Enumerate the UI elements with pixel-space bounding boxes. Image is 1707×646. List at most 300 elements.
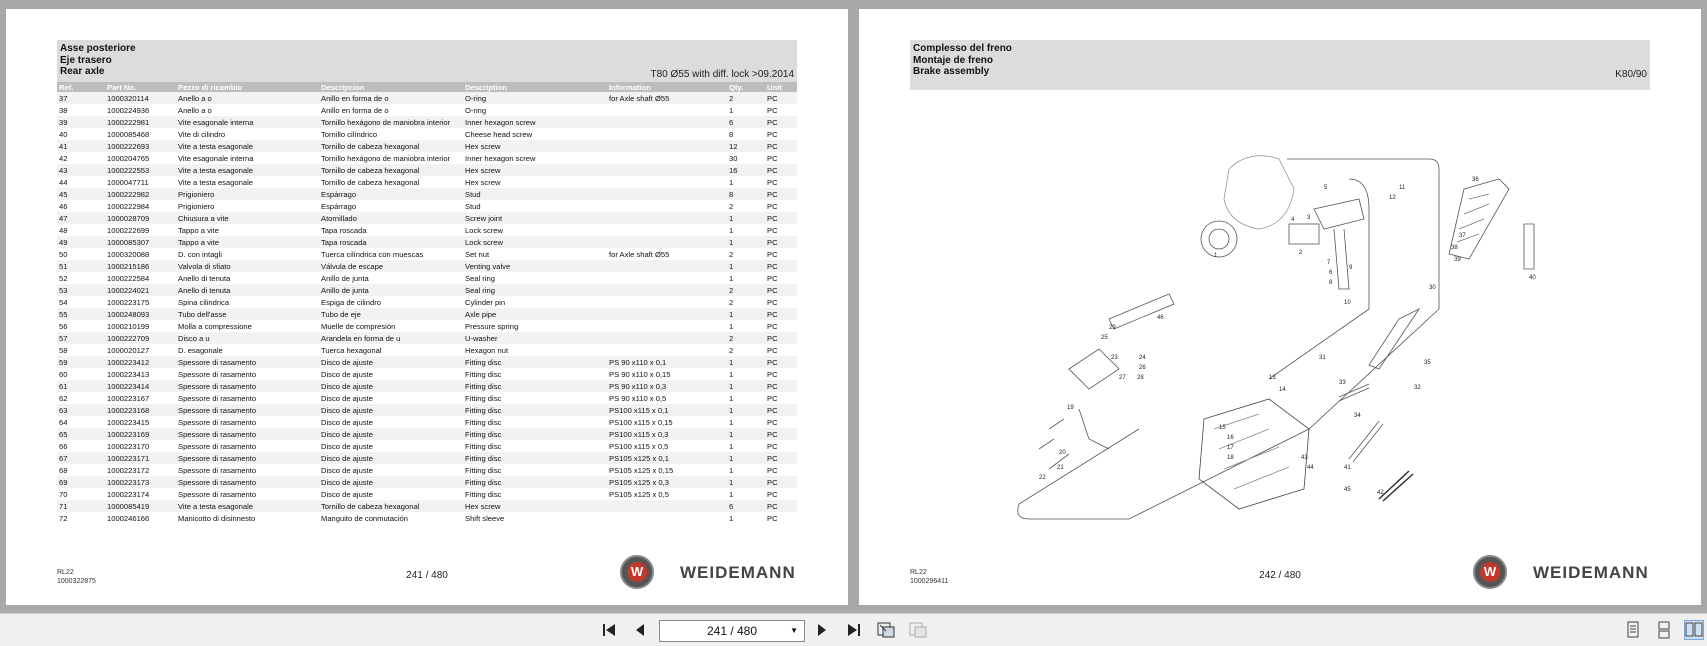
table-cell: 1000222584 (105, 272, 176, 284)
table-cell: PS 90 x110 x 0,15 (607, 368, 727, 380)
table-row (57, 476, 797, 488)
table-cell: PS 90 x110 x 0,5 (607, 392, 727, 404)
table-cell: 1000085307 (105, 236, 176, 248)
header-model-code: T80 Ø55 with diff. lock >09.2014 (650, 69, 794, 80)
table-row (57, 224, 797, 236)
table-cell: Screw joint (463, 212, 607, 224)
next-page-button[interactable] (812, 620, 832, 640)
table-cell: Fitting disc (463, 368, 607, 380)
column-header: Unit (765, 82, 797, 92)
table-cell: PC (765, 512, 797, 524)
history-back-icon (876, 621, 896, 639)
table-cell: Hex screw (463, 500, 607, 512)
table-cell: Vite a testa esagonale (176, 500, 319, 512)
table-cell: 1 (727, 260, 765, 272)
table-cell: 1 (727, 428, 765, 440)
table-cell: for Axle shaft Ø55 (607, 92, 727, 104)
table-cell: Axle pipe (463, 308, 607, 320)
header-title-it: Complesso del freno (913, 43, 1012, 54)
table-cell (607, 200, 727, 212)
table-row (57, 440, 797, 452)
table-body (57, 92, 797, 524)
table-cell: PS105 x125 x 0,1 (607, 452, 727, 464)
table-cell: PC (765, 356, 797, 368)
table-row (57, 140, 797, 152)
table-cell: PC (765, 488, 797, 500)
table-cell: Hex screw (463, 176, 607, 188)
table-cell: 71 (57, 500, 105, 512)
table-row (57, 356, 797, 368)
table-cell: 1000223173 (105, 476, 176, 488)
table-cell: 1000248093 (105, 308, 176, 320)
table-cell: Tornillo de cabeza hexagonal (319, 500, 463, 512)
table-cell: Espárrago (319, 200, 463, 212)
table-cell: Stud (463, 188, 607, 200)
table-cell (607, 500, 727, 512)
table-row (57, 128, 797, 140)
diagram-callout: 4 (1291, 217, 1295, 223)
table-cell: Tornillo cilíndrico (319, 128, 463, 140)
table-cell: PC (765, 380, 797, 392)
column-header: Description (463, 82, 607, 92)
table-cell: 55 (57, 308, 105, 320)
table-cell: 8 (727, 188, 765, 200)
table-cell: 61 (57, 380, 105, 392)
table-cell: 1 (727, 356, 765, 368)
table-row (57, 248, 797, 260)
table-cell: 1 (727, 464, 765, 476)
table-cell: Disco de ajuste (319, 452, 463, 464)
table-row (57, 392, 797, 404)
diagram-callout: 39 (1454, 257, 1461, 263)
diagram-callout: 29 (1109, 325, 1116, 331)
table-cell: 40 (57, 128, 105, 140)
table-cell: 41 (57, 140, 105, 152)
table-row (57, 116, 797, 128)
table-cell: PC (765, 440, 797, 452)
table-cell: 1 (727, 320, 765, 332)
table-cell: Disco de ajuste (319, 476, 463, 488)
table-cell: Vite esagonale interna (176, 152, 319, 164)
table-cell: Disco de ajuste (319, 440, 463, 452)
table-cell: 1 (727, 224, 765, 236)
table-row (57, 404, 797, 416)
footer-model: RL22 (57, 569, 74, 576)
table-cell: Set nut (463, 248, 607, 260)
table-cell: 51 (57, 260, 105, 272)
table-cell: PC (765, 320, 797, 332)
table-cell: Molla a compressione (176, 320, 319, 332)
continuous-view-button[interactable] (1654, 620, 1674, 640)
table-cell: 2 (727, 200, 765, 212)
table-cell: Anello di tenuta (176, 272, 319, 284)
table-cell: 37 (57, 92, 105, 104)
table-cell: D. esagonale (176, 344, 319, 356)
table-cell: 1000047711 (105, 176, 176, 188)
table-cell: 1000223169 (105, 428, 176, 440)
table-cell: PC (765, 308, 797, 320)
page-number: 241 / 480 (406, 570, 448, 581)
table-row (57, 92, 797, 104)
table-cell: Fitting disc (463, 416, 607, 428)
table-cell: PC (765, 224, 797, 236)
table-cell: Disco de ajuste (319, 416, 463, 428)
table-cell: Anillo de junta (319, 272, 463, 284)
table-cell: Chiusura a vite (176, 212, 319, 224)
table-cell: Pressure spring (463, 320, 607, 332)
table-cell: 69 (57, 476, 105, 488)
table-cell: PC (765, 272, 797, 284)
table-row (57, 104, 797, 116)
table-cell: 1 (727, 236, 765, 248)
table-cell: 1000223415 (105, 416, 176, 428)
table-cell: Spessore di rasamento (176, 428, 319, 440)
table-cell: Prigioniero (176, 200, 319, 212)
diagram-callout: 46 (1157, 315, 1164, 321)
table-row (57, 152, 797, 164)
diagram-callout: 43 (1301, 455, 1308, 461)
table-cell (607, 104, 727, 116)
table-row (57, 452, 797, 464)
table-cell: 72 (57, 512, 105, 524)
table-cell: 1000222709 (105, 332, 176, 344)
next-page-icon (815, 622, 829, 638)
table-row (57, 332, 797, 344)
table-cell: 1000223414 (105, 380, 176, 392)
table-cell: PS105 x125 x 0,5 (607, 488, 727, 500)
table-cell: 8 (727, 128, 765, 140)
table-cell: 1000204765 (105, 152, 176, 164)
table-row (57, 512, 797, 524)
table-cell: Fitting disc (463, 380, 607, 392)
table-cell: Tornillo de cabeza hexagonal (319, 140, 463, 152)
table-cell: Anello a o (176, 92, 319, 104)
table-cell: 1 (727, 440, 765, 452)
table-cell: 43 (57, 164, 105, 176)
table-cell: 1000222982 (105, 188, 176, 200)
table-cell (607, 152, 727, 164)
table-cell: 1 (727, 452, 765, 464)
last-page-button[interactable] (843, 620, 863, 640)
table-cell: 44 (57, 176, 105, 188)
diagram-callout: 5 (1324, 185, 1328, 191)
table-cell: PC (765, 260, 797, 272)
table-cell: Fitting disc (463, 488, 607, 500)
table-cell: 67 (57, 452, 105, 464)
page-number-value: 241 / 480 (706, 624, 758, 638)
table-cell (607, 236, 727, 248)
table-cell: PC (765, 428, 797, 440)
logo-wordmark: WEIDEMANN (680, 563, 796, 582)
table-cell: Spessore di rasamento (176, 452, 319, 464)
diagram-callout: 17 (1227, 445, 1234, 451)
table-cell: Spessore di rasamento (176, 392, 319, 404)
table-cell: Arandela en forma de u (319, 332, 463, 344)
table-cell: Hexagon nut (463, 344, 607, 356)
table-cell: Tornillo de cabeza hexagonal (319, 164, 463, 176)
table-cell: Espárrago (319, 188, 463, 200)
table-cell: 68 (57, 464, 105, 476)
diagram-callout: 15 (1219, 425, 1226, 431)
table-cell: 2 (727, 344, 765, 356)
footer-doc-number: 1000296411 (910, 578, 949, 585)
table-cell: 1000222984 (105, 200, 176, 212)
table-cell: PC (765, 152, 797, 164)
table-cell: 2 (727, 92, 765, 104)
diagram-callout: 41 (1344, 465, 1351, 471)
table-cell: Anillo de junta (319, 284, 463, 296)
first-page-button[interactable] (600, 620, 620, 640)
table-cell: Tubo dell'asse (176, 308, 319, 320)
table-cell: 1 (727, 272, 765, 284)
diagram-callout: 36 (1472, 177, 1479, 183)
table-cell: PC (765, 104, 797, 116)
table-cell: PC (765, 344, 797, 356)
table-row (57, 368, 797, 380)
table-cell: 1000223175 (105, 296, 176, 308)
diagram-callout: 6 (1329, 270, 1333, 276)
diagram-callout: 27 (1119, 375, 1126, 381)
table-cell: Manicotto di disinnesto (176, 512, 319, 524)
table-cell (607, 512, 727, 524)
table-cell: PC (765, 476, 797, 488)
table-row (57, 272, 797, 284)
table-cell: Cheese head screw (463, 128, 607, 140)
diagram-callout: 22 (1039, 475, 1046, 481)
table-cell: Fitting disc (463, 440, 607, 452)
prev-page-button[interactable] (630, 620, 650, 640)
table-row (57, 344, 797, 356)
table-cell: Spessore di rasamento (176, 416, 319, 428)
table-cell: Muelle de compresión (319, 320, 463, 332)
table-cell: Vite di cilindro (176, 128, 319, 140)
page-number: 242 / 480 (1259, 570, 1301, 581)
header-model-code: K80/90 (1615, 69, 1647, 80)
table-cell: PC (765, 140, 797, 152)
single-page-view-icon (1625, 621, 1641, 639)
table-cell: PC (765, 416, 797, 428)
diagram-callout: 18 (1227, 455, 1234, 461)
table-cell: 60 (57, 368, 105, 380)
table-cell: Valvola di sfiato (176, 260, 319, 272)
diagram-callout: 16 (1227, 435, 1234, 441)
table-cell: 1000085419 (105, 500, 176, 512)
table-cell: Venting valve (463, 260, 607, 272)
table-row (57, 380, 797, 392)
table-cell: Vite a testa esagonale (176, 176, 319, 188)
diagram-callout: 20 (1059, 450, 1066, 456)
table-cell: 62 (57, 392, 105, 404)
single-page-view-button[interactable] (1623, 620, 1643, 640)
table-cell: 2 (727, 248, 765, 260)
diagram-callout: 3 (1307, 215, 1311, 221)
table-cell: Tapa roscada (319, 224, 463, 236)
header-title-en: Brake assembly (913, 66, 990, 77)
header-title-es: Eje trasero (60, 55, 112, 66)
table-cell: 1000020127 (105, 344, 176, 356)
table-cell: 6 (727, 500, 765, 512)
table-cell: 1 (727, 212, 765, 224)
table-row (57, 500, 797, 512)
table-cell: Disco de ajuste (319, 404, 463, 416)
table-cell (607, 116, 727, 128)
table-cell: PS100 x115 x 0,5 (607, 440, 727, 452)
table-cell: PC (765, 284, 797, 296)
table-cell: Tuerca cilíndrica con muescas (319, 248, 463, 260)
table-cell: 39 (57, 116, 105, 128)
chevron-down-icon[interactable]: ▼ (790, 626, 798, 635)
table-cell: Inner hexagon screw (463, 152, 607, 164)
table-cell: D. con intagli (176, 248, 319, 260)
table-row (57, 188, 797, 200)
table-cell: Spessore di rasamento (176, 368, 319, 380)
table-cell: Spessore di rasamento (176, 380, 319, 392)
table-row (57, 284, 797, 296)
diagram-callout: 2 (1299, 250, 1303, 256)
table-cell: 47 (57, 212, 105, 224)
table-cell: Vite esagonale interna (176, 116, 319, 128)
table-cell: 1000222981 (105, 116, 176, 128)
diagram-callout: 23 (1111, 355, 1118, 361)
table-cell: U-washer (463, 332, 607, 344)
table-cell: 1 (727, 488, 765, 500)
table-cell: 1 (727, 308, 765, 320)
table-cell: 1000224021 (105, 284, 176, 296)
brake-assembly-diagram (1009, 129, 1569, 529)
table-row (57, 296, 797, 308)
table-cell: Hex screw (463, 140, 607, 152)
diagram-callout: 26 (1139, 365, 1146, 371)
table-cell: 1000320114 (105, 92, 176, 104)
diagram-callout: 7 (1327, 260, 1331, 266)
table-cell: 1 (727, 476, 765, 488)
table-cell: Fitting disc (463, 404, 607, 416)
table-cell: 52 (57, 272, 105, 284)
footer-model: RL22 (910, 569, 927, 576)
table-cell (607, 224, 727, 236)
diagram-callout: 21 (1057, 465, 1064, 471)
table-cell (607, 296, 727, 308)
table-cell: 1000222699 (105, 224, 176, 236)
two-page-view-button[interactable] (1684, 620, 1704, 640)
diagram-callout: 34 (1354, 413, 1361, 419)
logo-wordmark: WEIDEMANN (1533, 563, 1649, 582)
table-cell: Tapa roscada (319, 236, 463, 248)
header-title-en: Rear axle (60, 66, 105, 77)
table-cell: 49 (57, 236, 105, 248)
table-cell (607, 320, 727, 332)
table-cell: Fitting disc (463, 464, 607, 476)
table-cell: PS105 x125 x 0,15 (607, 464, 727, 476)
table-cell: Disco de ajuste (319, 356, 463, 368)
table-cell: Disco de ajuste (319, 392, 463, 404)
table-cell: 53 (57, 284, 105, 296)
table-cell: Spessore di rasamento (176, 476, 319, 488)
viewer-toolbar (0, 613, 1707, 646)
table-cell: PC (765, 116, 797, 128)
column-header: Part No. (105, 82, 176, 92)
table-cell: Spessore di rasamento (176, 356, 319, 368)
table-cell: 1000223167 (105, 392, 176, 404)
table-cell: Manguito de conmutación (319, 512, 463, 524)
header-title-es: Montaje de freno (913, 55, 994, 66)
table-row (57, 200, 797, 212)
table-cell: PC (765, 176, 797, 188)
table-cell: Spina cilindrica (176, 296, 319, 308)
table-cell: 1000223172 (105, 464, 176, 476)
table-cell: 1000028709 (105, 212, 176, 224)
table-cell: PS 90 x110 x 0,1 (607, 356, 727, 368)
table-cell: Disco de ajuste (319, 428, 463, 440)
table-cell: PC (765, 332, 797, 344)
diagram-callout: 24 (1139, 355, 1146, 361)
table-cell (607, 188, 727, 200)
table-cell: Fitting disc (463, 476, 607, 488)
table-cell: 1000223174 (105, 488, 176, 500)
left-page (6, 9, 848, 605)
table-cell: PC (765, 236, 797, 248)
table-cell: Fitting disc (463, 452, 607, 464)
column-header: Qty. (727, 82, 765, 92)
table-cell: PC (765, 464, 797, 476)
table-cell: 38 (57, 104, 105, 116)
table-cell: 1000223412 (105, 356, 176, 368)
table-cell: PC (765, 248, 797, 260)
table-cell: 48 (57, 224, 105, 236)
table-cell: Hex screw (463, 164, 607, 176)
table-cell (607, 308, 727, 320)
table-cell: 54 (57, 296, 105, 308)
diagram-callout: 9 (1349, 265, 1353, 271)
table-cell: 1 (727, 104, 765, 116)
table-row (57, 212, 797, 224)
parts-table (57, 82, 797, 524)
table-cell: Válvula de escape (319, 260, 463, 272)
table-cell: 1 (727, 404, 765, 416)
table-cell: PC (765, 92, 797, 104)
page-number-input[interactable] (659, 620, 805, 642)
table-cell: Anillo en forma de o (319, 104, 463, 116)
table-cell: Cylinder pin (463, 296, 607, 308)
table-cell: 1 (727, 512, 765, 524)
table-cell (607, 344, 727, 356)
table-cell (607, 332, 727, 344)
table-cell (607, 128, 727, 140)
diagram-callout: 12 (1389, 195, 1396, 201)
history-back-button[interactable] (876, 620, 896, 640)
diagram-callout: 40 (1529, 275, 1536, 281)
table-cell: PC (765, 164, 797, 176)
table-cell: 1000215186 (105, 260, 176, 272)
table-cell: Anello di tenuta (176, 284, 319, 296)
table-cell: Disco a u (176, 332, 319, 344)
table-cell: 30 (727, 152, 765, 164)
history-forward-button[interactable] (908, 620, 928, 640)
table-row (57, 428, 797, 440)
table-cell: Anillo en forma de o (319, 92, 463, 104)
table-cell: Tornillo de cabeza hexagonal (319, 176, 463, 188)
table-cell: 1000320088 (105, 248, 176, 260)
table-cell: 58 (57, 344, 105, 356)
table-cell: PC (765, 404, 797, 416)
table-cell: 46 (57, 200, 105, 212)
table-cell: Tornillo hexágono de maniobra interior (319, 116, 463, 128)
table-cell: Tubo de eje (319, 308, 463, 320)
table-cell: 1000223170 (105, 440, 176, 452)
table-cell: PC (765, 128, 797, 140)
table-cell: 1000210199 (105, 320, 176, 332)
table-cell: 1000223413 (105, 368, 176, 380)
